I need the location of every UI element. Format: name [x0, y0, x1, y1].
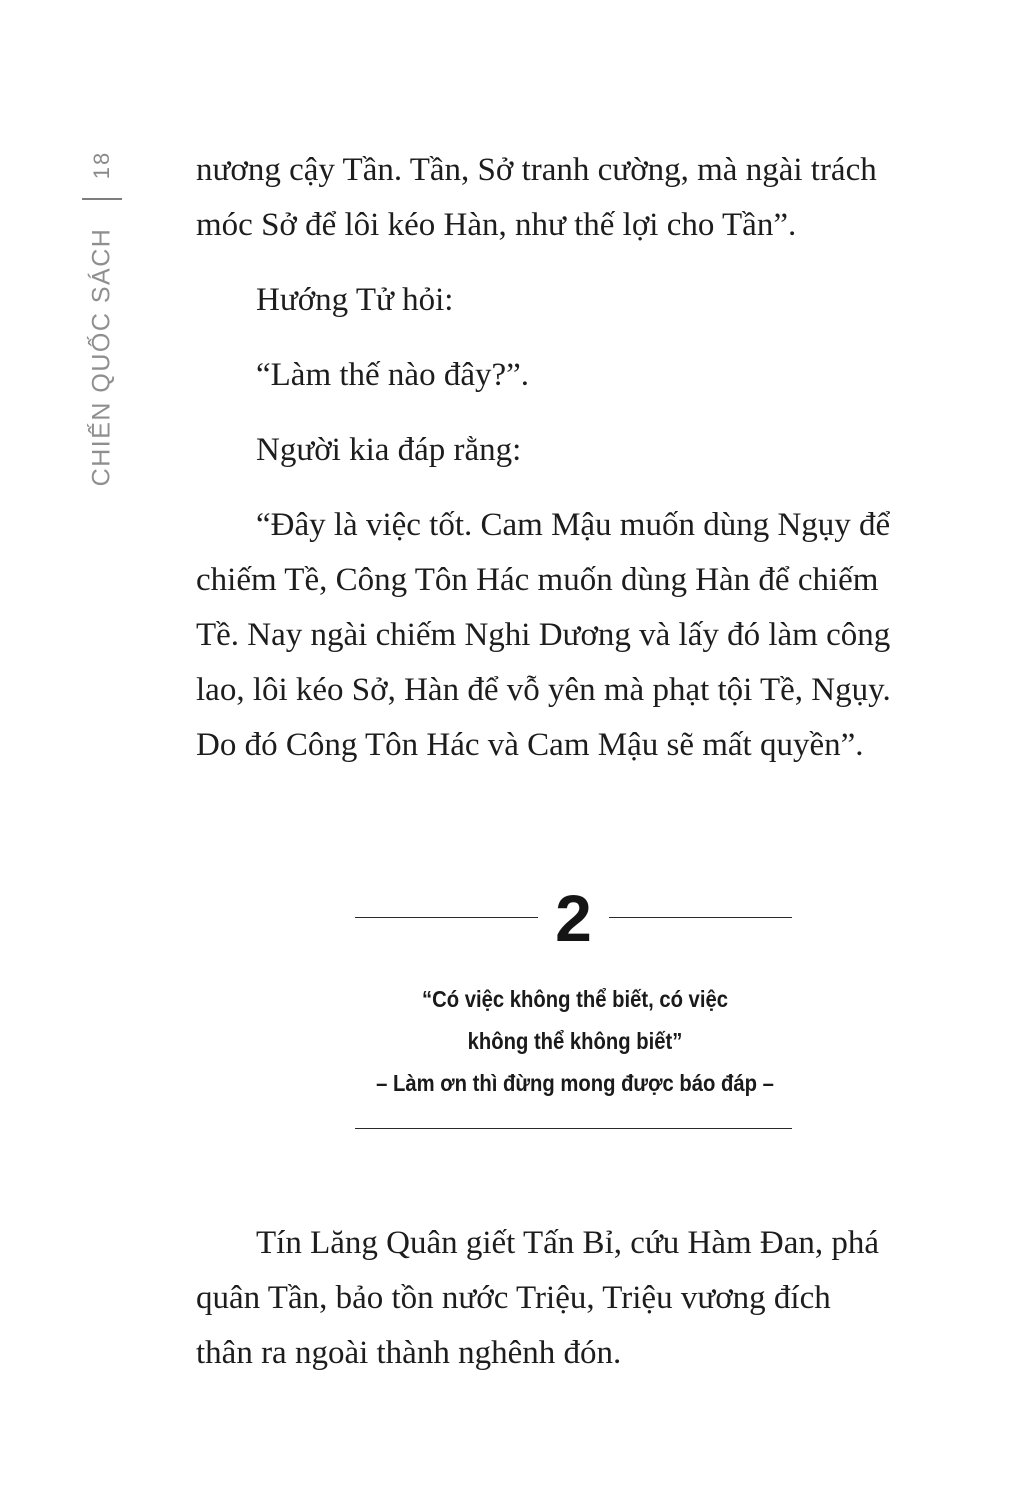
text-line: quân Tần, bảo tồn nước Triệu, Triệu vương đích: [196, 1280, 831, 1316]
text-line: móc Sở để lôi kéo Hàn, như thế lợi cho Tần”.: [196, 207, 797, 243]
section-heading: [355, 870, 792, 960]
section-divider: [355, 1128, 792, 1129]
book-title: CHIẾN QUỐC SÁCH: [87, 227, 116, 487]
page-number: 18: [88, 150, 114, 180]
top-text-block: [196, 143, 956, 793]
text-line: Do đó Công Tôn Hác và Cam Mậu sẽ mất quyền”.: [196, 727, 864, 763]
text-line: nương cậy Tần. Tần, Sở tranh cường, mà ngài trách: [196, 152, 877, 188]
text-line: lao, lôi kéo Sở, Hàn để vỗ yên mà phạt tội Tề, Ngụy.: [196, 672, 891, 708]
heading-rule-right: [609, 917, 792, 918]
running-header: [80, 140, 124, 510]
text-line: Tề. Nay ngài chiếm Nghi Dương và lấy đó làm công: [196, 617, 891, 653]
paragraph: “Làm thế nào đây?”.: [256, 357, 530, 393]
paragraph: [196, 498, 956, 773]
subtitle-line: – Làm ơn thì đừng mong được báo đáp –: [376, 1070, 774, 1096]
continuation-paragraph: [196, 143, 956, 253]
section-subtitle: [359, 978, 790, 1104]
bottom-text-block: [196, 1216, 956, 1381]
text-line: “Đây là việc tốt. Cam Mậu muốn dùng Ngụy để: [256, 507, 891, 543]
subtitle-line: “Có việc không thể biết, có việc: [422, 986, 728, 1012]
paragraph: Hướng Tử hỏi:: [256, 282, 454, 318]
section-number: 2: [555, 881, 592, 955]
text-line: thân ra ngoài thành nghênh đón.: [196, 1335, 622, 1371]
subtitle-line: không thể không biết”: [467, 1028, 683, 1054]
heading-rule-left: [355, 917, 538, 918]
paragraph: Người kia đáp rằng:: [256, 432, 522, 468]
text-line: chiếm Tề, Công Tôn Hác muốn dùng Hàn để chiếm: [196, 562, 879, 598]
header-divider: [82, 198, 122, 200]
text-line: Tín Lăng Quân giết Tấn Bỉ, cứu Hàm Đan, phá: [256, 1225, 880, 1261]
